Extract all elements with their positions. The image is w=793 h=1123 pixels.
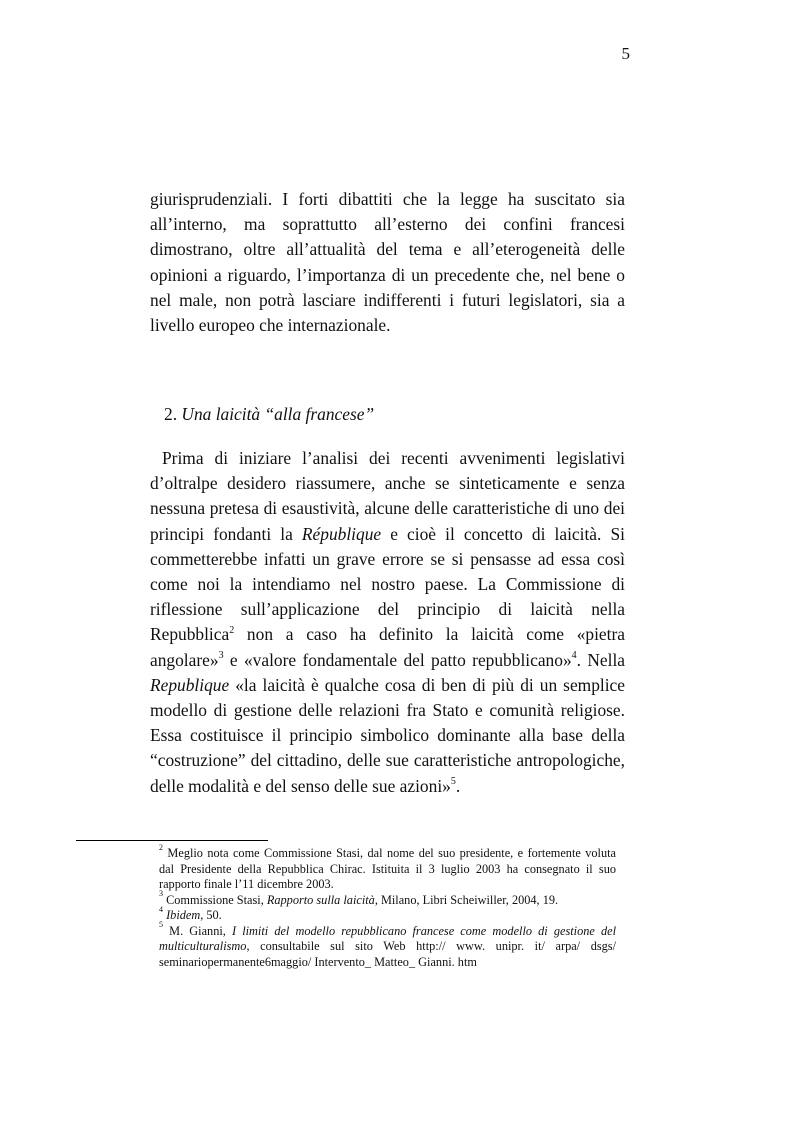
footnote-3 — [159, 889, 616, 909]
footnote-italic: Ibidem — [163, 908, 201, 922]
footnote-4 — [159, 904, 616, 924]
footnote-number: 5 — [159, 920, 163, 930]
text-run: «la laicità è qualche cosa di ben di più di un semplice modello di gestione delle relazioni fra Stato e comunità religiose. Essa costituisce il principio simbolico dominante alla base della “costruzione” del cittadino, delle sue caratteristiche antropologiche, delle modalità e del senso delle sue azioni» — [150, 674, 625, 796]
text-run: . Nella — [576, 649, 625, 670]
footnote-number: 4 — [159, 904, 163, 914]
section-number: 2. — [164, 404, 182, 424]
footnote-text: Commissione Stasi, — [163, 892, 267, 907]
section-heading — [164, 404, 374, 425]
text-run: e «valore fondamentale del patto repubblicano» — [223, 649, 572, 670]
paragraph-text — [150, 446, 625, 799]
footnote-text: , Milano, Libri Scheiwiller, 2004, 19. — [374, 892, 559, 907]
footnote-text: Meglio nota come Commissione Stasi, dal nome del suo presidente, e fortemente voluta dal Presidente della Repubblica Chirac. Istituita il 3 luglio 2003 ha consegnato il suo rapporto finale l’11 dicembre 2003. — [159, 846, 616, 891]
text-run: Prima di iniziare l’analisi dei recenti avvenimenti legislativi d’oltralpe desidero riassumere, anche se sinteticamente e senza nessuna pretesa di esaustività, alcune delle caratteristiche di uno dei principi fondanti la — [150, 448, 625, 544]
footnote-text: M. Gianni, — [163, 923, 232, 938]
footnote-number: 3 — [159, 889, 163, 899]
italic-run: République — [301, 523, 382, 544]
body-paragraph-2 — [150, 446, 625, 799]
italic-run: Republique — [150, 674, 230, 695]
footnote-italic: I limiti del modello repubblicano francese come modello di gestione del multiculturalismo — [159, 923, 617, 953]
footnote-separator — [76, 840, 268, 841]
footnote-2 — [159, 842, 616, 893]
footnote-ref-3[interactable]: 3 — [218, 649, 224, 661]
text-run: non a caso ha definito la laicità come «pietra angolare» — [150, 624, 625, 670]
footnote-ref-2[interactable]: 2 — [229, 624, 235, 636]
footnote-text: , consultabile sul sito Web http:// www. unipr. it/ arpa/ dsgs/ seminariopermanente6maggio/ Intervento_ Matteo_ Gianni. htm — [159, 939, 616, 969]
footnote-number: 2 — [159, 842, 163, 852]
footnote-text: , 50. — [200, 908, 222, 922]
text-run: e cioè il concetto di laicità. Si commetterebbe infatti un grave errore se si pensasse ad essa così come noi la intendiamo nel nostro paese. La Commissione di riflessione sull’applicazione del principio di laicità nella Repubblica — [150, 523, 625, 645]
footnote-5 — [159, 920, 617, 971]
footnote-ref-4[interactable]: 4 — [571, 649, 577, 661]
text-run: . — [455, 775, 461, 796]
body-paragraph-1 — [150, 187, 625, 338]
paragraph-text: giurisprudenziali. I forti dibattiti che la legge ha suscitato sia all’interno, ma soprattutto all’esterno dei confini francesi dimostrano, oltre all’attualità del tema e all’eterogeneità delle opinioni a riguardo, l’importanza di un precedente che, nel bene o nel male, non potrà lasciare indifferenti i futuri legislatori, sia a livello europeo che internazionale. — [150, 189, 625, 336]
page-number: 5 — [621, 44, 630, 63]
footnote-italic: Rapporto sulla laicità — [266, 892, 375, 907]
footnotes — [159, 842, 617, 970]
footnote-ref-5[interactable]: 5 — [450, 775, 456, 787]
section-title: Una laicità “alla francese” — [181, 404, 375, 424]
